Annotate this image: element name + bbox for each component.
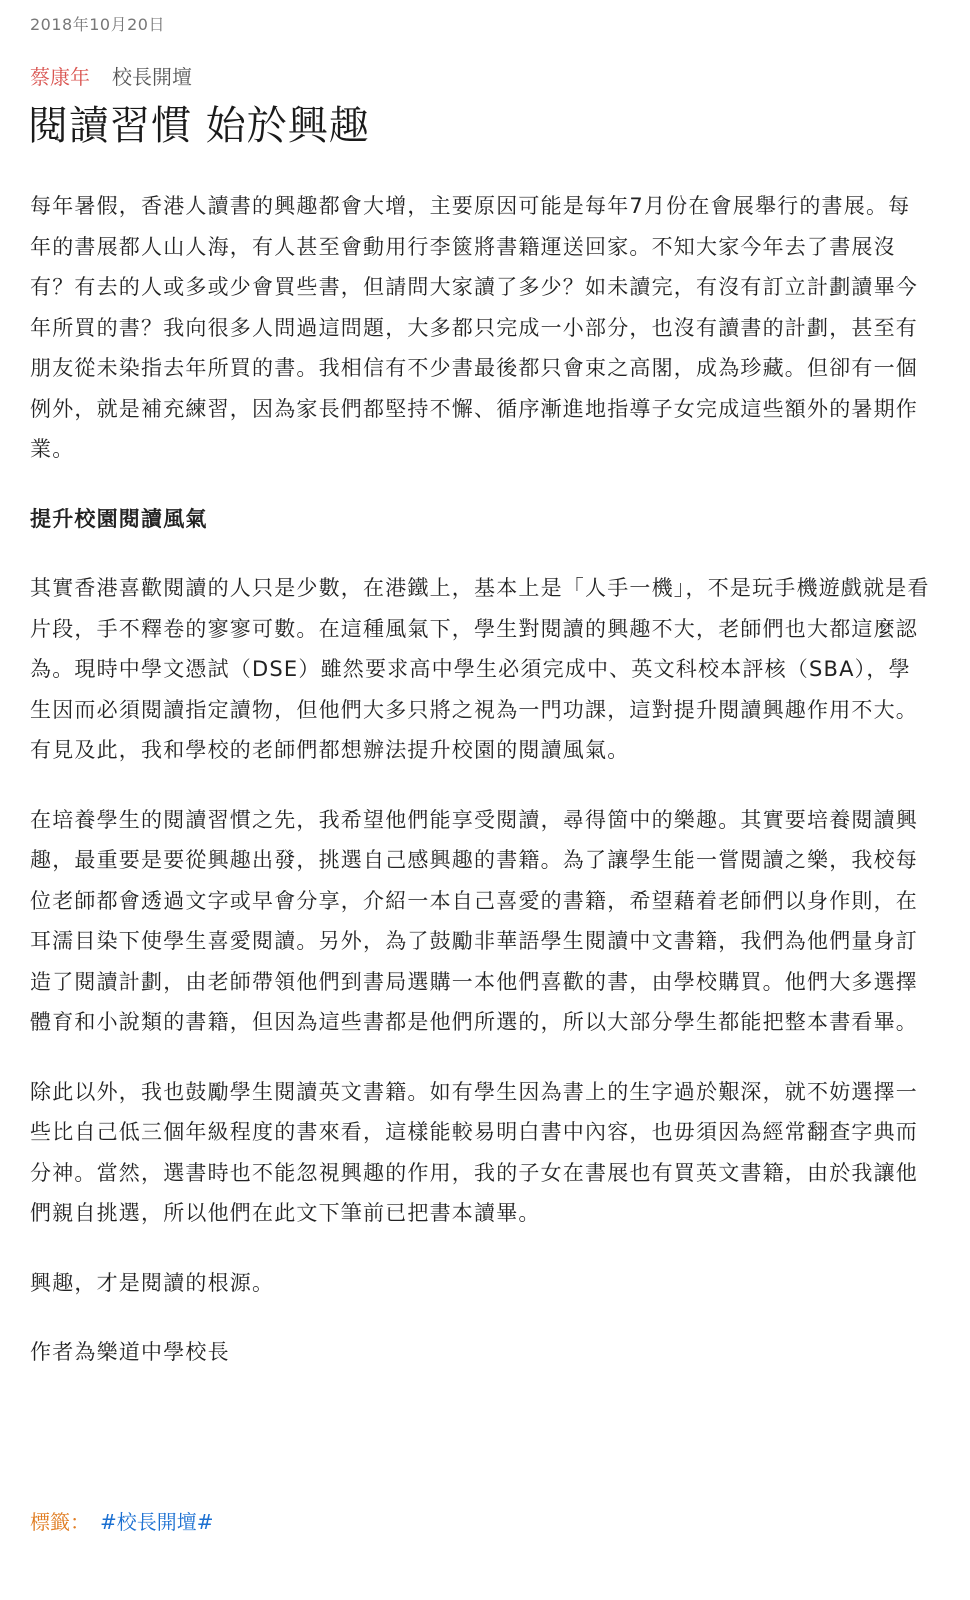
column-name: 校長開壇 — [112, 65, 192, 89]
byline — [30, 63, 192, 91]
tags-label: 標籤： — [30, 1510, 90, 1534]
author-name: 蔡康年 — [30, 65, 90, 89]
paragraph-english-books: 除此以外，我也鼓勵學生閱讀英文書籍。如有學生因為書上的生字過於艱深，就不妨選擇一些比自己低三個年級程度的書來看，這樣能較易明白書中內容，也毋須因為經常翻查字典而分神。當然，選書時也不能忽視興趣的作用，我的子女在書展也有買英文書籍，由於我讓他們親自挑選，所以他們在此文下筆前已把書本讀畢。 — [30, 1079, 918, 1225]
publish-date: 2018年10月20日 — [30, 15, 165, 34]
author-note: 作者為樂道中學校長 — [30, 1340, 230, 1364]
paragraph-hk-reading: 其實香港喜歡閱讀的人只是少數，在港鐵上，基本上是「人手一機」，不是玩手機遊戲就是看片段，手不釋卷的寥寥可數。在這種風氣下，學生對閱讀的興趣不大，老師們也大都這麼認為。現時中學文憑試（DSE）雖然要求高中學生必須完成中、英文科校本評核（SBA），學生因而必須閱讀指定讀物，但他們大多只將之視為一門功課，這對提升閱讀興趣作用不大。有見及此，我和學校的老師們都想辦法提升校園的閱讀風氣。 — [30, 576, 930, 762]
paragraph-conclusion: 興趣，才是閱讀的根源。 — [30, 1270, 275, 1295]
paragraph-intro: 每年暑假，香港人讀書的興趣都會大增，主要原因可能是每年7月份在會展舉行的書展。每年的書展都人山人海，有人甚至會動用行李篋將書籍運送回家。不知大家今年去了書展沒有？有去的人或多或少會買些書，但請問大家讀了多少？如未讀完，有沒有訂立計劃讀畢今年所買的書？我向很多人問過這問題，大多都只完成一小部分，也沒有讀書的計劃，甚至有朋友從未染指去年所買的書。我相信有不少書最後都只會束之高閣，成為珍藏。但卻有一個例外，就是補充練習，因為家長們都堅持不懈、循序漸進地指導子女完成這些額外的暑期作業。 — [30, 194, 918, 461]
article-body — [30, 186, 930, 1402]
tags-row — [30, 1508, 214, 1536]
section-subheading: 提升校園閱讀風氣 — [30, 506, 208, 531]
paragraph-cultivating-interest: 在培養學生的閱讀習慣之先，我希望他們能享受閱讀，尋得箇中的樂趣。其實要培養閱讀興趣，最重要是要從興趣出發，挑選自己感興趣的書籍。為了讓學生能一嘗閱讀之樂，我校每位老師都會透過文字或早會分享，介紹一本自己喜愛的書籍，希望藉着老師們以身作則，在耳濡目染下使學生喜愛閱讀。另外，為了鼓勵非華語學生閱讀中文書籍，我們為他們量身訂造了閱讀計劃，由老師帶領他們到書局選購一本他們喜歡的書，由學校購買。他們大多選擇體育和小說類的書籍，但因為這些書都是他們所選的，所以大部分學生都能把整本書看畢。 — [30, 807, 918, 1034]
article-title: 閱讀習慣 始於興趣 — [28, 103, 370, 149]
tag-link[interactable]: #校長開壇# — [100, 1510, 214, 1534]
